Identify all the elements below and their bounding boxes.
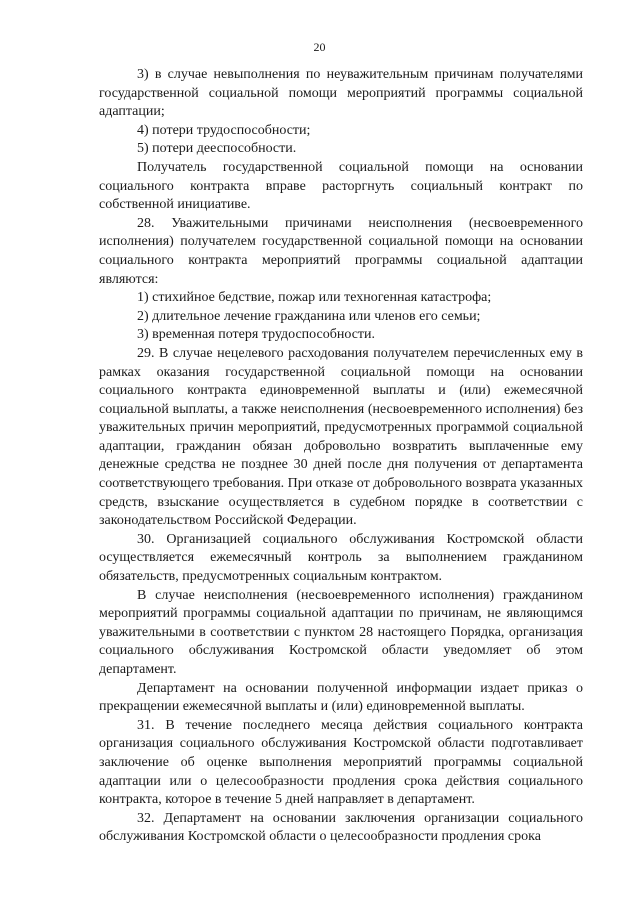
paragraph-reason-1-disaster: 1) стихийное бедствие, пожар или техногенная катастрофа; [137,290,492,306]
paragraph-clause-31: 31. В течение последнего месяца действия социального контракта организация социального обслуживания Костромской области подготавливает заключение об оценке выполнения мероприятий программы социальной адаптации или о целесообразности продления срока действия социального контракта, которое в течение 5 дней направляет в департамент. [99,717,583,808]
paragraph-recipient-termination: Получатель государственной социальной помощи на основании социального контракта вправе расторгнуть социальный контракт по собственной инициативе. [99,159,583,213]
paragraph-nonfulfillment-notice: В случае неисполнения (несвоевременного исполнения) гражданином мероприятий программы социальной адаптации по причинам, не являющимся уважительными в соответствии с пунктом 28 настоящего Порядка, организация социального обслуживания Костромской области уведомляет об этом департамент. [99,587,583,677]
document-body [99,66,583,847]
paragraph-clause-30: 30. Организацией социального обслуживания Костромской области осуществляется ежемесячный контроль за выполнением гражданином обязательств, предусмотренных социальным контрактом. [99,531,583,585]
paragraph-reason-3-temporary-disability: 3) временная потеря трудоспособности. [137,327,376,343]
paragraph-clause-29: 29. В случае нецелевого расходования получателем перечисленных ему в рамках оказания государственной социальной помощи на основании социального контракта единовременной выплаты и (или) ежемесячной социальной выплаты, а также неисполнения (несвоевременного исполнения) без уважительных причин мероприятий, предусмотренных программой социальной адаптации, гражданин обязан добровольно возвратить выплаченные ему денежные средства не позднее 30 дней после дня получения от департамента соответствующего требования. При отказе от добровольного возврата указанных средств, взыскание осуществляется в судебном порядке в соответствии с законодательством Российской Федерации. [99,345,583,529]
paragraph-item-3-nonfulfillment: 3) в случае невыполнения по неуважительным причинам получателями государственной социальной помощи мероприятий программы социальной адаптации; [99,67,583,120]
paragraph-item-5-legal-incapacity: 5) потери дееспособности. [137,141,297,157]
paragraph-clause-32: 32. Департамент на основании заключения организации социального обслуживания Костромской области о целесообразности продления срока [99,810,583,845]
page-number: 20 [313,40,326,54]
paragraph-department-order: Департамент на основании полученной информации издает приказ о прекращении ежемесячной выплаты и (или) единовременной выплаты. [99,680,583,715]
paragraph-clause-28: 28. Уважительными причинами неисполнения (несвоевременного исполнения) получателем государственной социальной помощи на основании социального контракта мероприятий программы социальной адаптации являются: [99,215,583,287]
paragraph-item-4-incapacity-to-work: 4) потери трудоспособности; [137,122,311,138]
paragraph-reason-2-treatment: 2) длительное лечение гражданина или членов его семьи; [137,308,481,324]
